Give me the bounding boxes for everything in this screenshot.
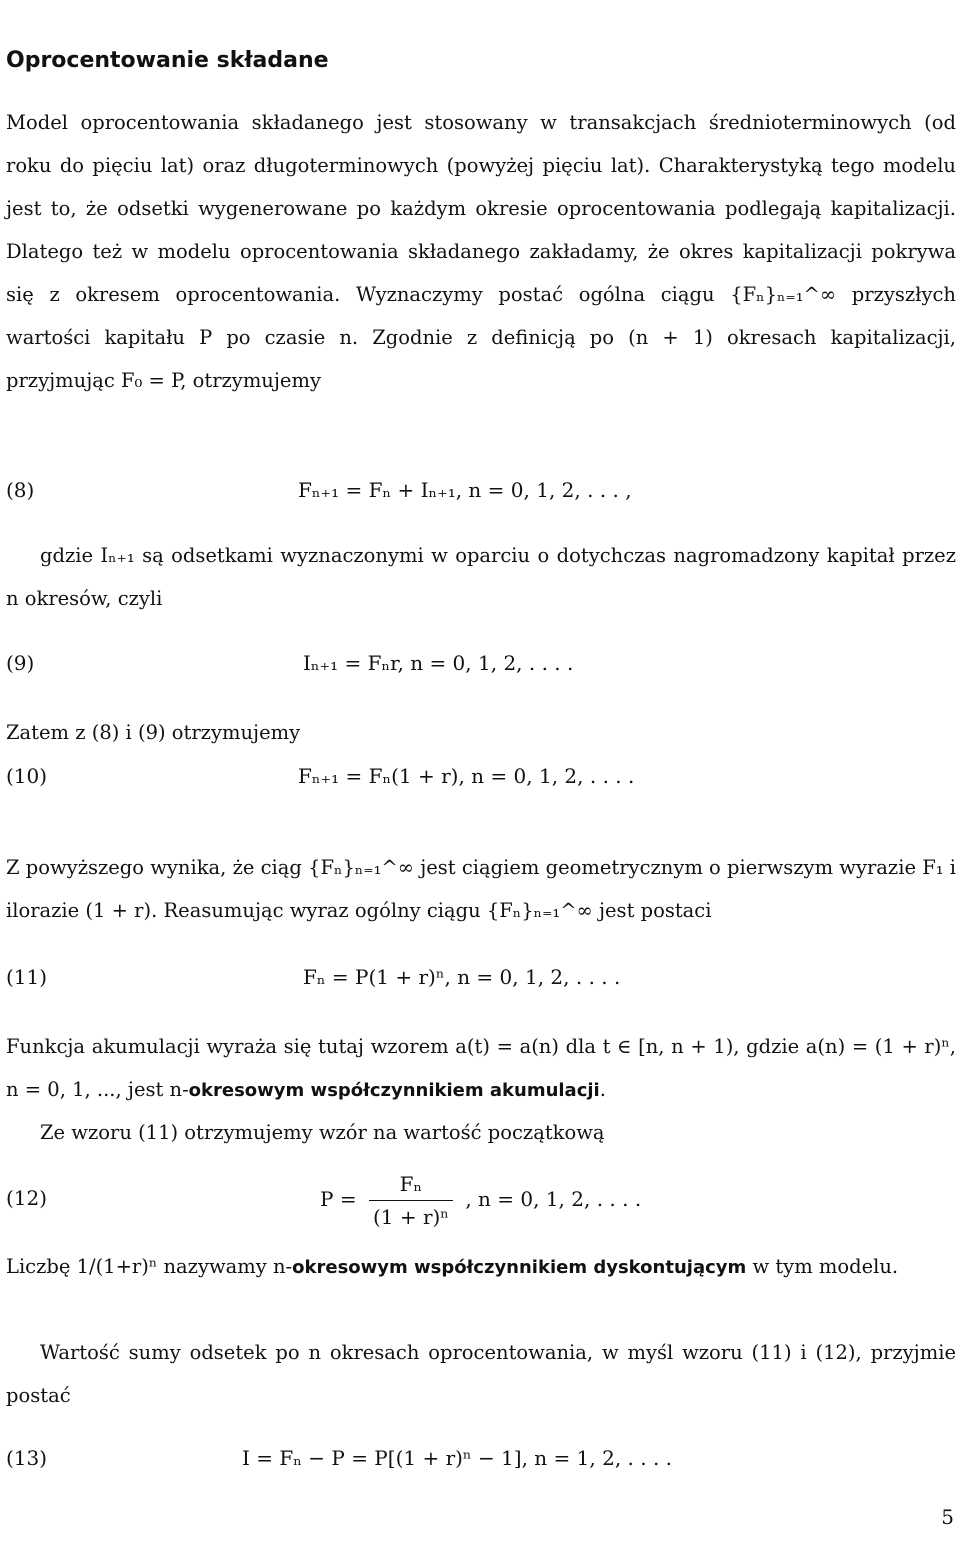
equation-number: (10): [6, 764, 48, 788]
paragraph-discount: [6, 1245, 956, 1289]
equation-number: (8): [6, 478, 35, 502]
equation-body: Iₙ₊₁ = Fₙr, n = 0, 1, 2, . . . .: [303, 651, 574, 675]
accumulation-text: Funkcja akumulacji wyraża się tutaj wzorem a(t) = a(n) dla t ∈ [n, n + 1), gdzie a(n) = (1 + r)ⁿ, n = 0, 1, ..., jest n-: [6, 1035, 956, 1101]
equation-number: (12): [6, 1186, 48, 1210]
equation-12: [6, 1172, 956, 1242]
equation-lhs: P =: [320, 1187, 357, 1211]
discount-end: w tym modelu.: [746, 1255, 899, 1278]
fraction-numerator: Fₙ: [369, 1172, 453, 1201]
equation-body: I = Fₙ − P = P[(1 + r)ⁿ − 1], n = 1, 2, . . . .: [242, 1446, 673, 1470]
equation-8: [6, 478, 956, 524]
equation-9: [6, 651, 956, 697]
paragraph-after-8: gdzie Iₙ₊₁ są odsetkami wyznaczonymi w oparciu o dotychczas nagromadzony kapitał przez n okresów, czyli: [6, 544, 956, 610]
equation-13: [6, 1446, 956, 1492]
equation-body: Fₙ₊₁ = Fₙ(1 + r), n = 0, 1, 2, . . . .: [298, 764, 635, 788]
equation-fraction: [369, 1172, 453, 1229]
paragraph-after-10: Z powyższego wynika, że ciąg {Fₙ}ₙ₌₁^∞ jest ciągiem geometrycznym o pierwszym wyrazie F₁ i ilorazie (1 + r). Reasumując wyraz ogólny ciągu {Fₙ}ₙ₌₁^∞ jest postaci: [6, 856, 956, 922]
equation-number: (9): [6, 651, 35, 675]
paragraph-after-11: Ze wzoru (11) otrzymujemy wzór na wartość początkową: [40, 1121, 605, 1144]
accumulation-term: okresowym współczynnikiem akumulacji: [188, 1080, 600, 1101]
fraction-denominator: (1 + r)ⁿ: [372, 1205, 449, 1229]
section-title: Oprocentowanie składane: [6, 48, 329, 73]
paragraph-intro: Model oprocentowania składanego jest stosowany w transakcjach średnioterminowych (od roku do pięciu lat) oraz długoterminowych (powyżej pięciu lat). Charakterystyką tego modelu jest to, że odsetki wygenerowane po każdym okresie oprocentowania podlegają kapitalizacji. Dlatego też w modelu oprocentowania składanego zakładamy, że okres kapitalizacji pokrywa się z okresem oprocentowania. Wyznaczymy postać ogólna ciągu {Fₙ}ₙ₌₁^∞ przyszłych wartości kapitału P po czasie n. Zgodnie z definicją po (n + 1) okresach kapitalizacji, przyjmując F₀ = P, otrzymujemy: [6, 111, 956, 392]
equation-10: [6, 764, 956, 810]
equation-body: [320, 1172, 641, 1229]
equation-11: [6, 965, 956, 1011]
accumulation-end: .: [599, 1078, 606, 1101]
equation-number: (11): [6, 965, 48, 989]
equation-rhs: , n = 0, 1, 2, . . . .: [465, 1187, 642, 1211]
paragraph-after-12: Wartość sumy odsetek po n okresach oprocentowania, w myśl wzoru (11) i (12), przyjmie postać: [6, 1341, 956, 1407]
equation-body: Fₙ = P(1 + r)ⁿ, n = 0, 1, 2, . . . .: [303, 965, 621, 989]
page-number: 5: [941, 1505, 954, 1529]
discount-text: Liczbę 1/(1+r)ⁿ nazywamy n-: [6, 1255, 293, 1278]
paragraph-after-9: Zatem z (8) i (9) otrzymujemy: [6, 721, 301, 744]
equation-body: Fₙ₊₁ = Fₙ + Iₙ₊₁, n = 0, 1, 2, . . . ,: [298, 478, 632, 502]
discount-term: okresowym współczynnikiem dyskontującym: [292, 1257, 747, 1278]
paragraph-accumulation: [6, 1025, 956, 1112]
equation-number: (13): [6, 1446, 48, 1470]
